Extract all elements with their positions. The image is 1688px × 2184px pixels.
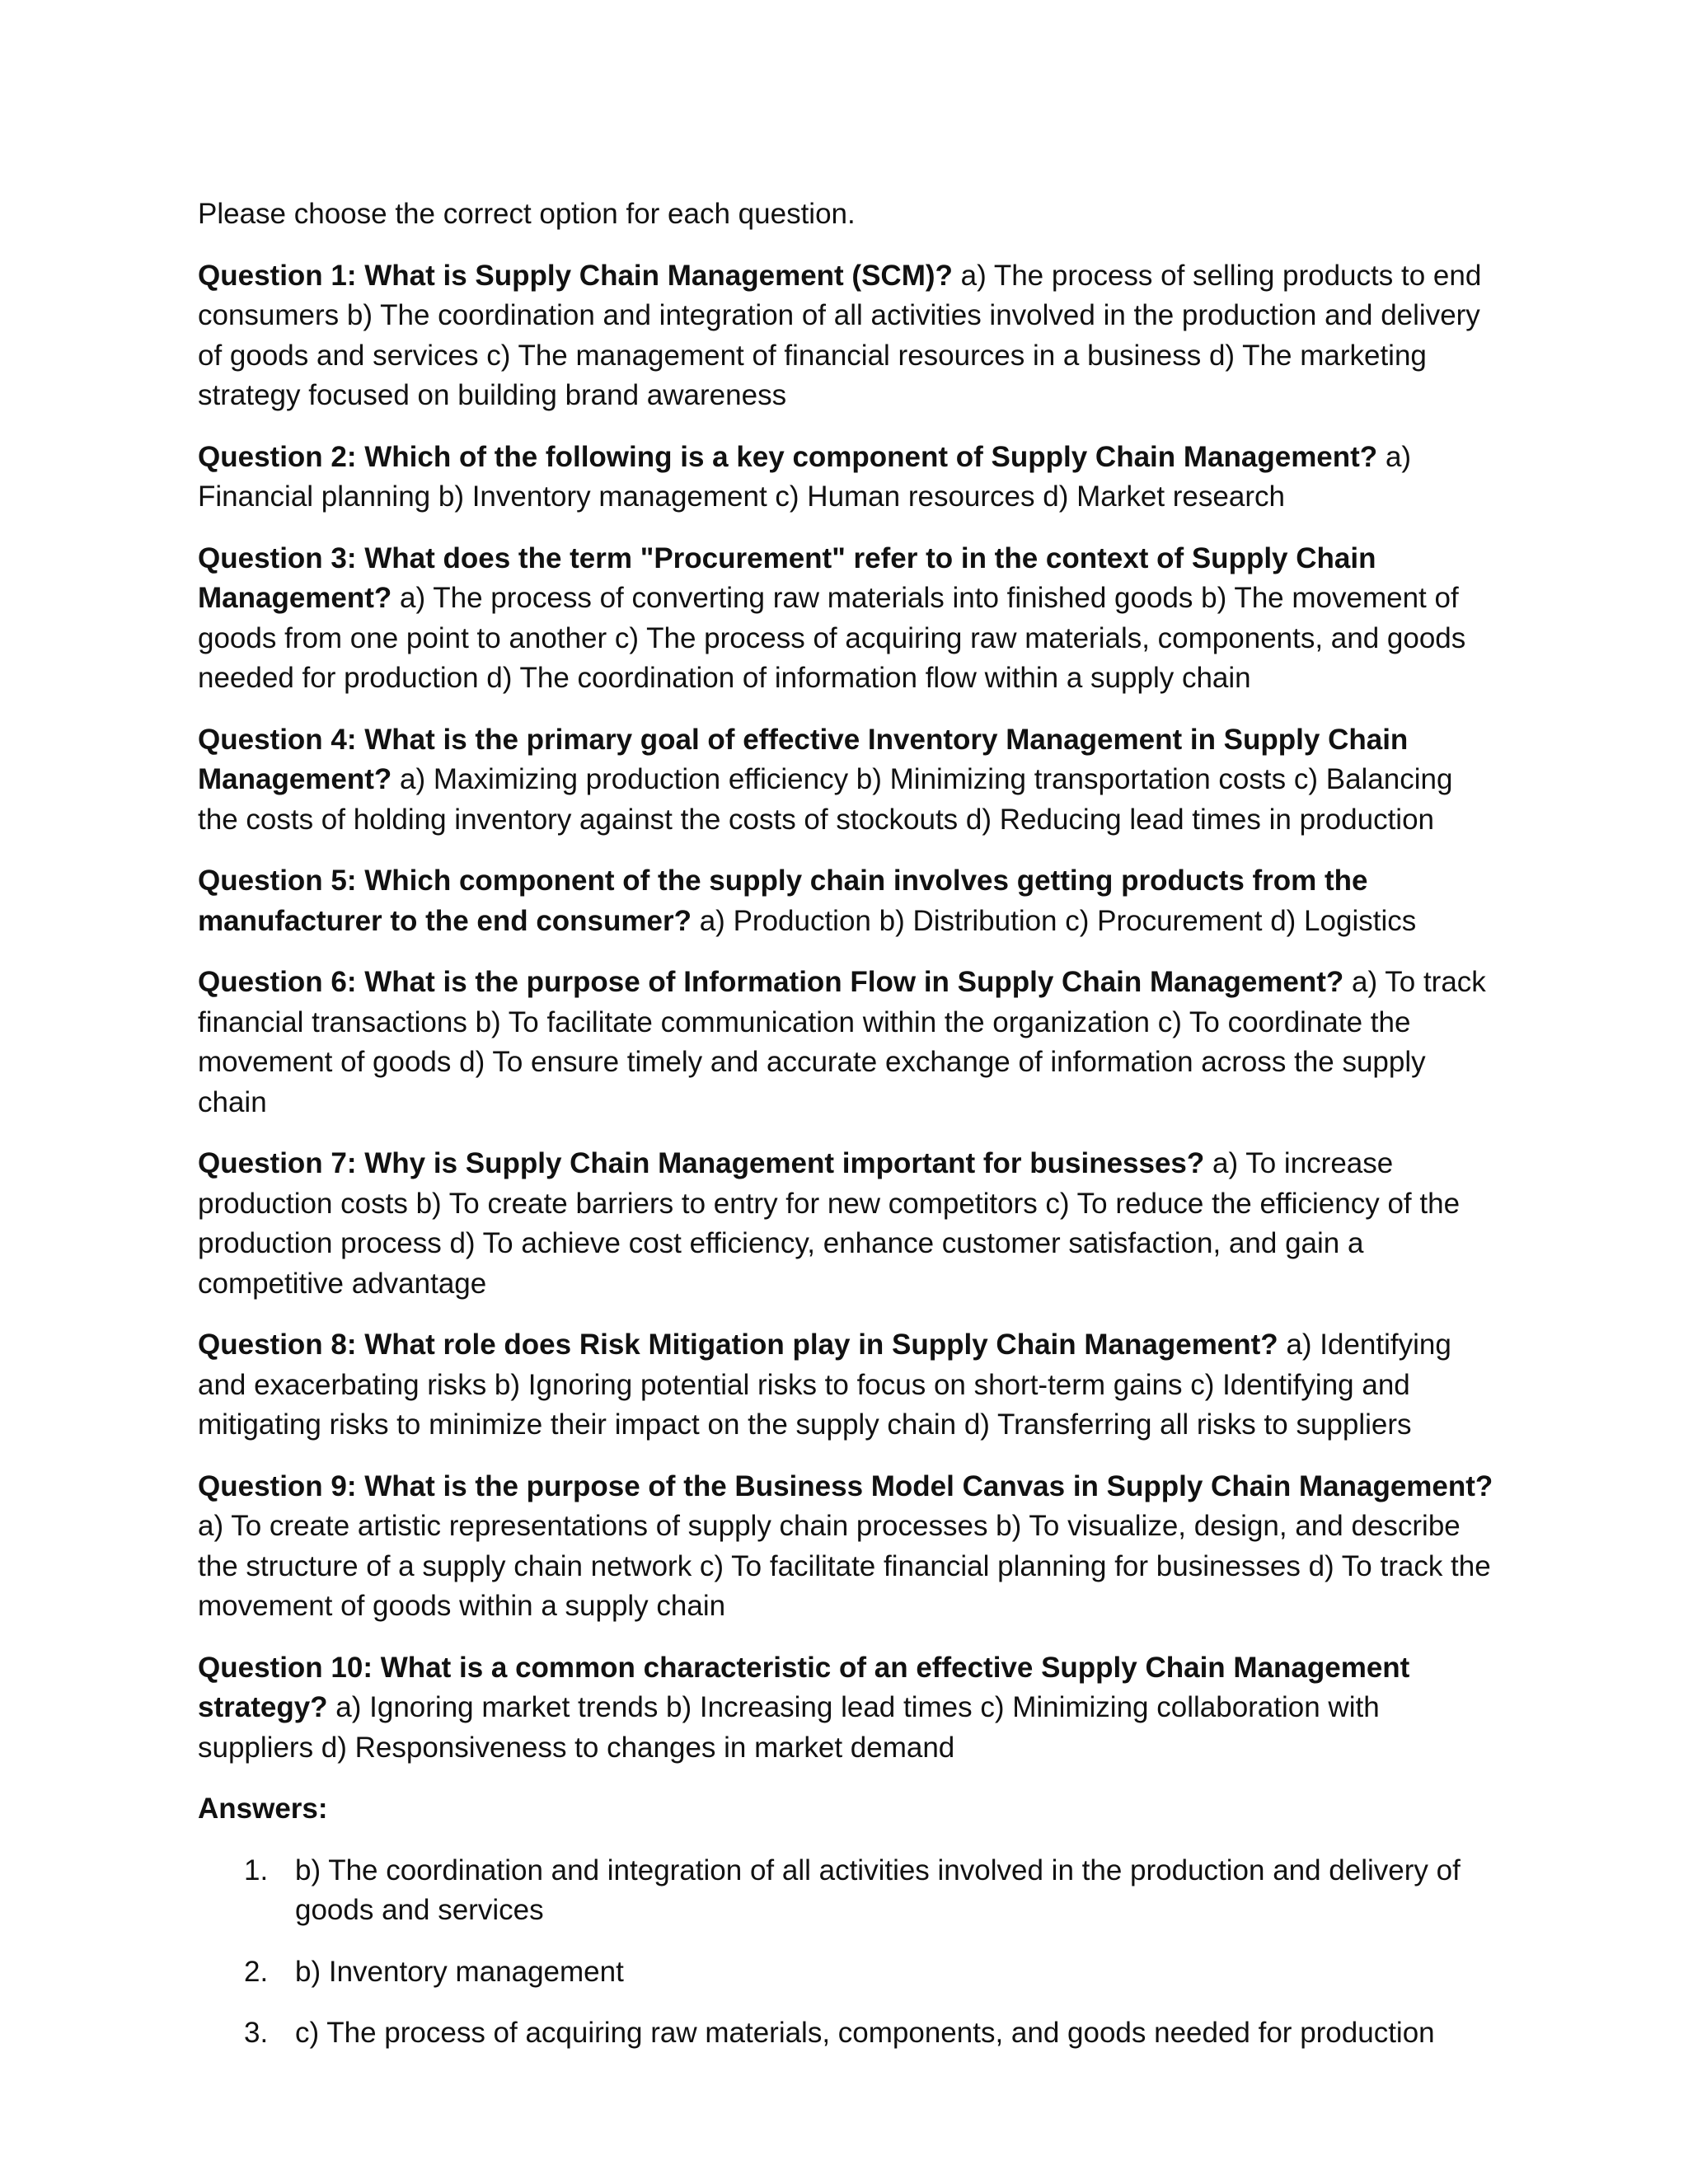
question-label: Question 4: What is the primary goal of effective Inventory Management in Supply Chain Management?	[198, 723, 1409, 795]
question-label: Question 7: Why is Supply Chain Management important for businesses?	[198, 1147, 1205, 1179]
document-page	[198, 194, 1500, 2075]
instructions-text: Please choose the correct option for each question.	[198, 198, 856, 230]
answer-item	[198, 1851, 1500, 1931]
question-1	[198, 256, 1500, 416]
question-label: Question 8: What role does Risk Mitigation play in Supply Chain Management?	[198, 1329, 1278, 1361]
answer-text: c) The process of acquiring raw materials, components, and goods needed for production	[295, 2017, 1435, 2049]
question-options: a) To increase production costs b) To create barriers to entry for new competitors c) To reduce the efficiency of the production process d) To achieve cost efficiency, enhance customer satisfaction, and gain a competitive advantage	[198, 1147, 1461, 1300]
question-options: a) To create artistic representations of supply chain processes b) To visualize, design, and describe the structure of a supply chain network c) To facilitate financial planning for businesses d) To track the movement of goods within a supply chain	[198, 1510, 1491, 1622]
question-label: Question 5: Which component of the supply chain involves getting products from the manufacturer to the end consumer?	[198, 865, 1368, 937]
question-options: a) The process of selling products to end consumers b) The coordination and integration of all activities involved in the production and delivery of goods and services c) The management of financial resources in a business d) The marketing strategy focused on building brand awareness	[198, 259, 1482, 411]
question-options: a) To track financial transactions b) To facilitate communication within the organization c) To coordinate the movement of goods d) To ensure timely and accurate exchange of information across the supply chain	[198, 966, 1486, 1118]
answer-text: b) Inventory management	[295, 1955, 624, 1988]
question-label: Question 10: What is a common characteristic of an effective Supply Chain Management strategy?	[198, 1651, 1410, 1723]
answer-number: 3.	[244, 2017, 269, 2049]
question-label: Question 6: What is the purpose of Information Flow in Supply Chain Management?	[198, 966, 1344, 998]
answer-list	[198, 1851, 1500, 2054]
question-options: a) Identifying and exacerbating risks b) Ignoring potential risks to focus on short-term gains c) Identifying and mitigating risks to minimize their impact on the supply chain d) Transferring all risks to suppliers	[198, 1329, 1451, 1441]
question-8	[198, 1325, 1500, 1446]
question-options: a) Ignoring market trends b) Increasing lead times c) Minimizing collaboration with suppliers d) Responsiveness to changes in market demand	[198, 1691, 1380, 1764]
question-5	[198, 861, 1500, 941]
question-3	[198, 539, 1500, 699]
question-6	[198, 963, 1500, 1122]
answer-text: b) The coordination and integration of all activities involved in the production and delivery of goods and services	[295, 1854, 1461, 1926]
answer-item	[198, 1952, 1500, 1993]
answers-heading: Answers:	[198, 1793, 328, 1825]
answer-number: 1.	[244, 1854, 269, 1886]
question-label: Question 9: What is the purpose of the Business Model Canvas in Supply Chain Management?	[198, 1469, 1493, 1502]
question-label: Question 1: What is Supply Chain Management (SCM)?	[198, 259, 953, 292]
question-options: a) The process of converting raw materials into finished goods b) The movement of goods from one point to another c) The process of acquiring raw materials, components, and goods needed for production d) The coordination of information flow within a supply chain	[198, 582, 1466, 694]
answer-item	[198, 2013, 1500, 2054]
question-10	[198, 1648, 1500, 1769]
question-7	[198, 1144, 1500, 1304]
question-options: a) Maximizing production efficiency b) Minimizing transportation costs c) Balancing the costs of holding inventory against the costs of stockouts d) Reducing lead times in production	[198, 763, 1453, 836]
question-options: a) Production b) Distribution c) Procurement d) Logistics	[699, 904, 1417, 937]
question-options: a) Financial planning b) Inventory management c) Human resources d) Market research	[198, 440, 1412, 513]
question-list	[198, 256, 1500, 1769]
question-4	[198, 720, 1500, 841]
question-2	[198, 438, 1500, 518]
question-label: Question 2: Which of the following is a key component of Supply Chain Management?	[198, 440, 1378, 473]
answer-number: 2.	[244, 1955, 269, 1988]
question-label: Question 3: What does the term "Procurement" refer to in the context of Supply Chain Management?	[198, 541, 1376, 614]
question-9	[198, 1467, 1500, 1627]
